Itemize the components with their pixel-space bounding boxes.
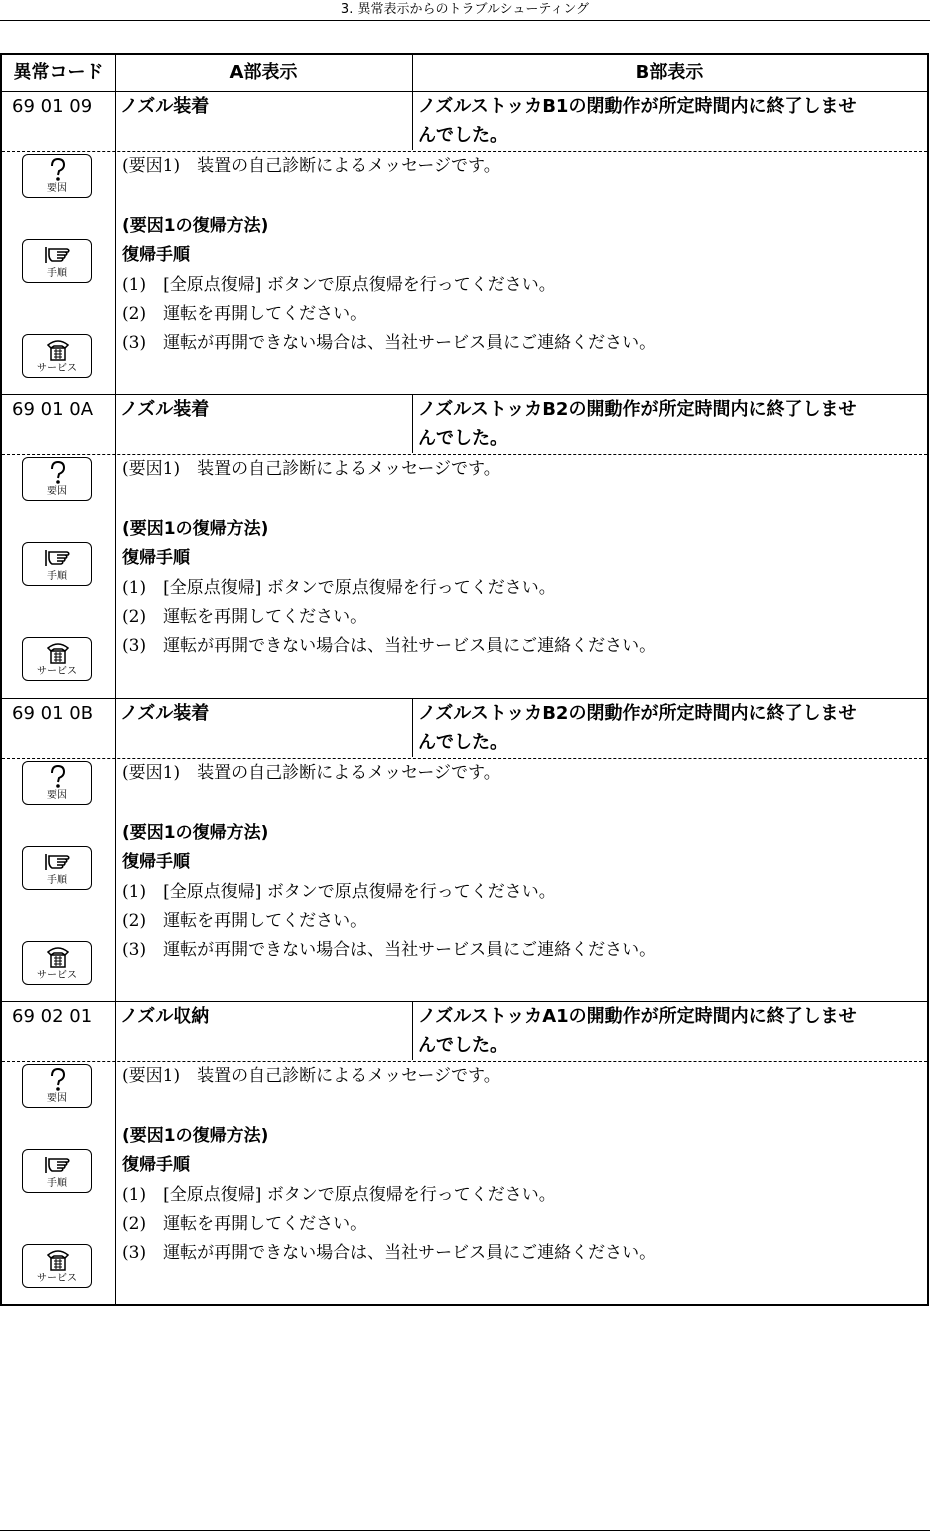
- remedy-line: 復帰手順: [122, 1155, 190, 1175]
- remedy-line: (要因1) 装置の自己診断によるメッセージです。: [122, 459, 501, 479]
- cause-icon-label: 要因: [47, 183, 67, 194]
- b-display-line2: んでした。: [418, 1035, 508, 1056]
- remedy-line: (2) 運転を再開してください。: [122, 607, 368, 627]
- remedy-line: (2) 運転を再開してください。: [122, 1214, 368, 1234]
- a-display: ノズル装着: [120, 96, 210, 117]
- col-divider-a: [412, 395, 413, 453]
- cause-icon-label: 要因: [47, 1093, 67, 1104]
- remedy-line: (2) 運転を再開してください。: [122, 304, 368, 324]
- cause-icon-label: 要因: [47, 790, 67, 801]
- service-phone-icon: [22, 637, 92, 681]
- service-phone-icon: [22, 1244, 92, 1288]
- error-code: 69 01 09: [12, 96, 93, 117]
- error-code: 69 01 0A: [12, 399, 94, 420]
- remedy-line: (要因1) 装置の自己診断によるメッセージです。: [122, 763, 501, 783]
- col-divider-a: [412, 699, 413, 757]
- b-display-line2: んでした。: [418, 428, 508, 449]
- remedy-line: 復帰手順: [122, 852, 190, 872]
- b-display-line1: ノズルストッカB1の閉動作が所定時間内に終了しませ: [418, 96, 857, 117]
- service-phone-icon: [22, 941, 92, 985]
- header-a: A部表示: [229, 62, 298, 83]
- b-display-line1: ノズルストッカB2の開動作が所定時間内に終了しませ: [418, 399, 857, 420]
- col-divider-a: [412, 1002, 413, 1060]
- a-display: ノズル装着: [120, 399, 210, 420]
- service-icon-label: サービス: [37, 1273, 77, 1284]
- footer-line: [0, 1530, 930, 1531]
- procedure-icon-label: 手順: [47, 571, 67, 582]
- remedy-line: (1) [全原点復帰] ボタンで原点復帰を行ってください。: [122, 882, 556, 902]
- procedure-icon-label: 手順: [47, 268, 67, 279]
- remedy-line: (3) 運転が再開できない場合は、当社サービス員にご連絡ください。: [122, 940, 657, 960]
- b-display-line2: んでした。: [418, 732, 508, 753]
- b-display-line1: ノズルストッカA1の開動作が所定時間内に終了しませ: [418, 1006, 857, 1027]
- remedy-line: (要因1) 装置の自己診断によるメッセージです。: [122, 1066, 501, 1086]
- service-icon-label: サービス: [37, 666, 77, 677]
- error-code-table: [0, 53, 929, 1306]
- service-icon-label: サービス: [37, 363, 77, 374]
- remedy-line: (2) 運転を再開してください。: [122, 911, 368, 931]
- remedy-line: (3) 運転が再開できない場合は、当社サービス員にご連絡ください。: [122, 1243, 657, 1263]
- remedy-line: (要因1の復帰方法): [122, 1126, 269, 1146]
- remedy-line: (1) [全原点復帰] ボタンで原点復帰を行ってください。: [122, 1185, 556, 1205]
- remedy-line: (1) [全原点復帰] ボタンで原点復帰を行ってください。: [122, 578, 556, 598]
- procedure-icon-label: 手順: [47, 875, 67, 886]
- procedure-icon: [22, 1149, 92, 1193]
- procedure-icon-label: 手順: [47, 1178, 67, 1189]
- remedy-line: (要因1の復帰方法): [122, 519, 269, 539]
- service-icon-label: サービス: [37, 970, 77, 981]
- a-display: ノズル装着: [120, 703, 210, 724]
- cause-icon-label: 要因: [47, 486, 67, 497]
- remedy-line: (要因1の復帰方法): [122, 216, 269, 236]
- remedy-line: (要因1の復帰方法): [122, 823, 269, 843]
- remedy-line: (要因1) 装置の自己診断によるメッセージです。: [122, 156, 501, 176]
- cause-icon: [22, 761, 92, 805]
- remedy-line: 復帰手順: [122, 548, 190, 568]
- remedy-line: 復帰手順: [122, 245, 190, 265]
- page-header: 3. 異常表示からのトラブルシューティング: [0, 0, 930, 21]
- procedure-icon: [22, 846, 92, 890]
- error-code: 69 02 01: [12, 1006, 93, 1027]
- remedy-line: (3) 運転が再開できない場合は、当社サービス員にご連絡ください。: [122, 333, 657, 353]
- procedure-icon: [22, 542, 92, 586]
- remedy-line: (3) 運転が再開できない場合は、当社サービス員にご連絡ください。: [122, 636, 657, 656]
- error-code: 69 01 0B: [12, 703, 94, 724]
- b-display-line1: ノズルストッカB2の閉動作が所定時間内に終了しませ: [418, 703, 857, 724]
- a-display: ノズル収納: [120, 1006, 210, 1027]
- cause-icon: [22, 1064, 92, 1108]
- service-phone-icon: [22, 334, 92, 378]
- header-code: 異常コード: [13, 62, 104, 83]
- procedure-icon: [22, 239, 92, 283]
- header-b: B部表示: [635, 62, 704, 83]
- cause-icon: [22, 154, 92, 198]
- cause-icon: [22, 457, 92, 501]
- col-divider-a: [412, 92, 413, 150]
- b-display-line2: んでした。: [418, 125, 508, 146]
- col-divider-code: [115, 55, 116, 1304]
- remedy-line: (1) [全原点復帰] ボタンで原点復帰を行ってください。: [122, 275, 556, 295]
